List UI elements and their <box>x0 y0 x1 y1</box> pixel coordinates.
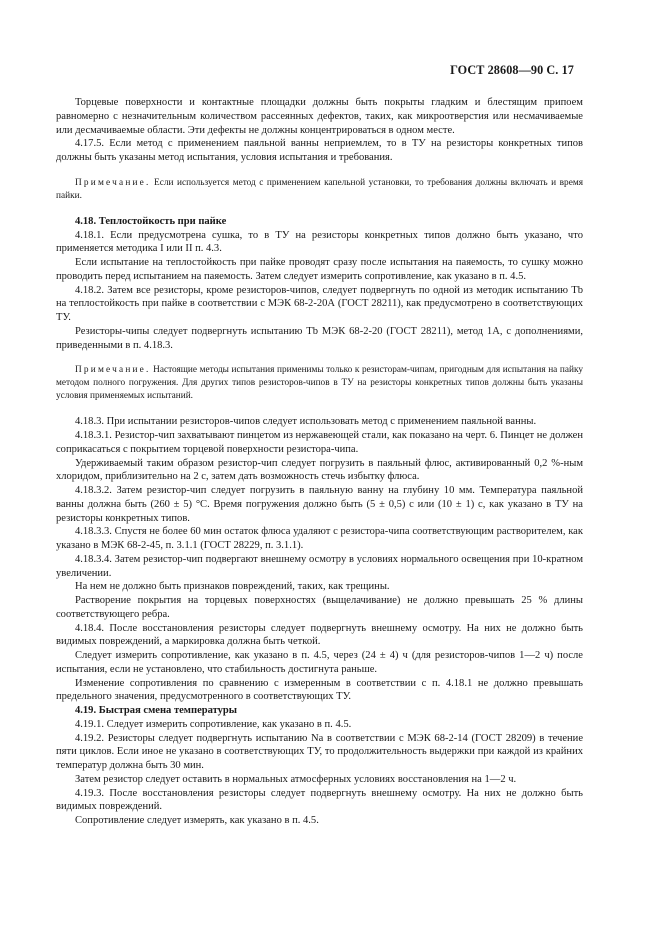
note-label: Примечание. <box>75 177 151 188</box>
paragraph: 4.19.2. Резисторы следует подвергнуть испытанию Na в соответствии с МЭК 68-2-14 (ГОСТ 28209) в течение пяти циклов. Если иное не указано в соответствующих ТУ, то продолжительность выдержки при каждой из крайних температур должна быть 30 мин. <box>56 732 583 771</box>
paragraph: Затем резистор следует оставить в нормальных атмосферных условиях восстановления на 1—2 ч. <box>75 773 517 785</box>
paragraph: Резисторы-чипы следует подвергнуть испытанию Tb МЭК 68-2-20 (ГОСТ 28211), метод 1А, с дополнениями, приведенными в п. 4.18.3. <box>56 325 583 351</box>
paragraph: Изменение сопротивления по сравнению с измеренным в соответствии с п. 4.18.1 не должно превышать предельного значения, предусмотренного в соответствующих ТУ. <box>56 677 583 703</box>
paragraph: 4.18.3.2. Затем резистор-чип следует погрузить в паяльную ванну на глубину 10 мм. Температура паяльной ванны должна быть (260 ± 5) °С. Время погружения должно быть (5 ± 0,5) с или (10 ± 1) с, как указано в ТУ на резисторы конкретных типов. <box>56 485 583 524</box>
paragraph: Сопротивление следует измерять, как указано в п. 4.5. <box>75 815 319 826</box>
paragraph: 4.19.3. После восстановления резисторы следует подвергнуть внешнему осмотру. На них не должно быть видимых повреждений. <box>56 787 583 813</box>
section-title: 4.19. Быстрая смена температуры <box>75 705 238 716</box>
note <box>56 364 583 403</box>
paragraph: 4.18.3.4. Затем резистор-чип подвергают внешнему осмотру в условиях нормального освещения при 10-кратном увеличении. <box>56 553 583 579</box>
note-text: Если используется метод с применением капельной установки, то требования должны включать и время пайки. <box>56 177 583 201</box>
paragraph: 4.18.4. После восстановления резисторы следует подвергнуть внешнему осмотру. На них не должно быть видимых повреждений, а маркировка должна быть четкой. <box>56 622 583 648</box>
page-content <box>56 96 583 828</box>
section-title: 4.18. Теплостойкость при пайке <box>75 215 227 227</box>
paragraph: 4.19.1. Следует измерить сопротивление, как указано в п. 4.5. <box>75 718 352 730</box>
note-text: Настоящие методы испытания применимы только к резисторам-чипам, пригодным для испытания на пайку методом полного погружения. Для других типов резисторов-чипов в ТУ на резисторы конкретных типов должны быть указаны условия применяемых испытаний. <box>56 365 583 402</box>
page-header: ГОСТ 28608—90 С. 17 <box>450 63 574 77</box>
paragraph: Растворение покрытия на торцевых поверхностях (выщелачивание) не должно превышать 25 % длины соответствующего ребра. <box>56 595 583 620</box>
paragraph: 4.18.3.3. Спустя не более 60 мин остаток флюса удаляют с резистора-чипа соответствующим растворителем, как указано в МЭК 68-2-45, п. 3.1.1 (ГОСТ 28229, п. 3.1.1). <box>56 526 583 551</box>
paragraph: 4.18.3.1. Резистор-чип захватывают пинцетом из нержавеющей стали, как показано на черт. 6. Пинцет не должен соприкасаться с покрытием торцевой поверхности резистора-чипа. <box>56 430 583 455</box>
paragraph: Удерживаемый таким образом резистор-чип следует погрузить в паяльный флюс, активированный 0,2 %-ным хлоридом, приблизительно на 2 с, затем дать возможность стечь избытку флюса. <box>56 457 583 483</box>
paragraph: 4.18.3. При испытании резисторов-чипов следует использовать метод с применением паяльной ванны. <box>75 416 537 428</box>
paragraph: Торцевые поверхности и контактные площадки должны быть покрыты гладким и блестящим припоем равномерно с незначительным количеством рассеянных дефектов, таких, как микроотверстия или несмачиваемые или десмачиваемые области. Эти дефекты не должны концентрироваться в одном месте. <box>56 97 583 136</box>
note <box>56 177 583 203</box>
paragraph: 4.18.1. Если предусмотрена сушка, то в ТУ на резисторы конкретных типов должно быть указано, что применяется методика I или II п. 4.3. <box>56 229 583 255</box>
paragraph: Если испытание на теплостойкость при пайке проводят сразу после испытания на паяемость, то сушку можно проводить перед испытанием на паяемость. Затем следует измерить сопротивление, как указано в п. 4.5. <box>56 257 583 282</box>
paragraph: Следует измерить сопротивление, как указано в п. 4.5, через (24 ± 4) ч (для резисторов-чипов 1—2 ч) после испытания, если не установлено, что стабильность достигнута раньше. <box>56 650 583 675</box>
paragraph: 4.18.2. Затем все резисторы, кроме резисторов-чипов, следует подвергнуть по одной из методик испытанию Tb на теплостойкость при пайке в соответствии с МЭК 68-2-20А (ГОСТ 28211), как предусмотрено в соответствующих ТУ. <box>56 284 583 323</box>
paragraph: 4.17.5. Если метод с применением паяльной ванны неприемлем, то в ТУ на резисторы конкретных типов должны быть указаны метод испытания, условия испытания и требования. <box>56 138 583 163</box>
note-label: Примечание. <box>75 365 151 376</box>
paragraph: На нем не должно быть признаков повреждений, таких, как трещины. <box>75 581 390 593</box>
